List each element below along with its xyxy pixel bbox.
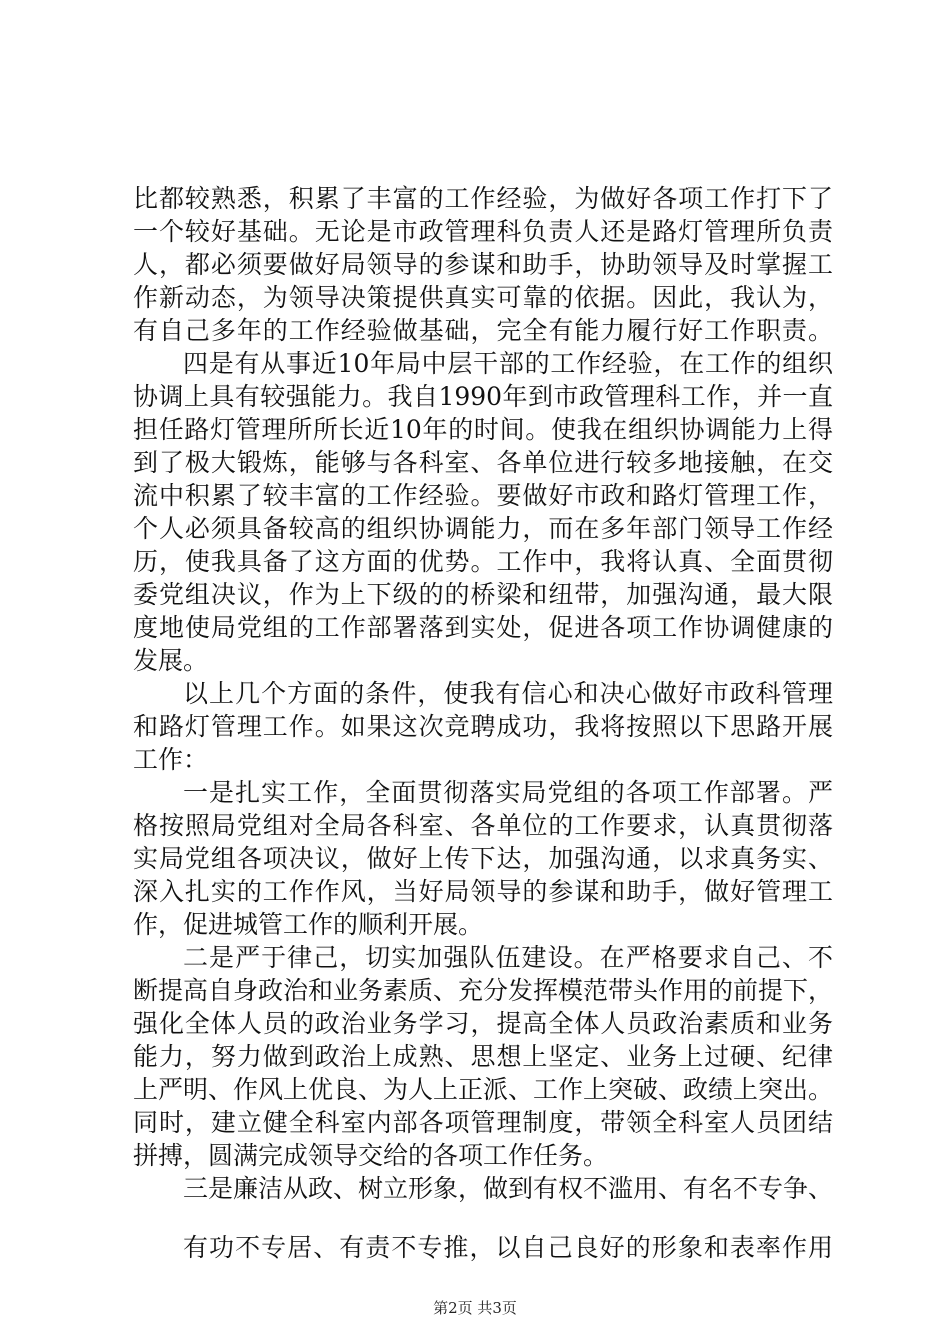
paragraph-first-line: 一是扎实工作，全面贯彻落实局党组的各项工作部署。严 <box>183 778 833 807</box>
text-line: 拼搏，圆满完成领导交给的各项工作任务。 <box>133 1141 609 1170</box>
text-line: 格按照局党组对全局各科室、各单位的工作要求，认真贯彻落 <box>133 811 833 840</box>
text-line: 一个较好基础。无论是市政管理科负责人还是路灯管理所负责 <box>133 217 833 246</box>
text-line: 作，促进城管工作的顺利开展。 <box>133 910 484 939</box>
paragraph-first-line: 四是有从事近10年局中层干部的工作经验，在工作的组织 <box>183 349 833 378</box>
paragraph-first-line: 三是廉洁从政、树立形象，做到有权不滥用、有名不专争、 <box>183 1174 834 1203</box>
text-line: 担任路灯管理所所长近10年的时间。使我在组织协调能力上得 <box>133 415 833 444</box>
text-line: 深入扎实的工作作风，当好局领导的参谋和助手，做好管理工 <box>133 877 833 906</box>
text-line: 工作： <box>133 745 209 774</box>
text-line: 作新动态，为领导决策提供真实可靠的依据。因此，我认为， <box>133 283 833 312</box>
text-line: 发展。 <box>133 646 209 675</box>
text-line: 比都较熟悉，积累了丰富的工作经验，为做好各项工作打下了 <box>133 184 833 213</box>
text-line: 断提高自身政治和业务素质、充分发挥模范带头作用的前提下， <box>133 976 834 1005</box>
page-number: 第2页 共3页 <box>433 1299 517 1317</box>
text-line: 历，使我具备了这方面的优势。工作中，我将认真、全面贯彻 <box>133 547 833 576</box>
paragraph-first-line: 有功不专居、有责不专推，以自己良好的形象和表率作用 <box>183 1233 833 1262</box>
text-line: 协调上具有较强能力。我自1990年到市政管理科工作，并一直 <box>133 382 833 411</box>
text-line: 实局党组各项决议，做好上传下达，加强沟通，以求真务实、 <box>133 844 833 873</box>
text-line: 有自己多年的工作经验做基础，完全有能力履行好工作职责。 <box>133 316 833 345</box>
paragraph-first-line: 以上几个方面的条件，使我有信心和决心做好市政科管理 <box>183 679 833 708</box>
text-line: 流中积累了较丰富的工作经验。要做好市政和路灯管理工作， <box>133 481 833 510</box>
text-line: 委党组决议，作为上下级的的桥梁和纽带，加强沟通，最大限 <box>133 580 833 609</box>
paragraph-first-line: 二是严于律己，切实加强队伍建设。在严格要求自己、不 <box>183 943 833 972</box>
text-line: 能力，努力做到政治上成熟、思想上坚定、业务上过硬、纪律 <box>133 1042 833 1071</box>
text-line: 人，都必须要做好局领导的参谋和助手，协助领导及时掌握工 <box>133 250 833 279</box>
text-line: 和路灯管理工作。如果这次竞聘成功，我将按照以下思路开展 <box>133 712 833 741</box>
text-line: 同时，建立健全科室内部各项管理制度，带领全科室人员团结 <box>133 1108 833 1137</box>
text-line: 个人必须具备较高的组织协调能力，而在多年部门领导工作经 <box>133 514 833 543</box>
text-line: 到了极大锻炼，能够与各科室、各单位进行较多地接触，在交 <box>133 448 833 477</box>
text-line: 度地使局党组的工作部署落到实处，促进各项工作协调健康的 <box>133 613 833 642</box>
text-line: 强化全体人员的政治业务学习，提高全体人员政治素质和业务 <box>133 1009 833 1038</box>
text-line: 上严明、作风上优良、为人上正派、工作上突破、政绩上突出。 <box>133 1075 834 1104</box>
